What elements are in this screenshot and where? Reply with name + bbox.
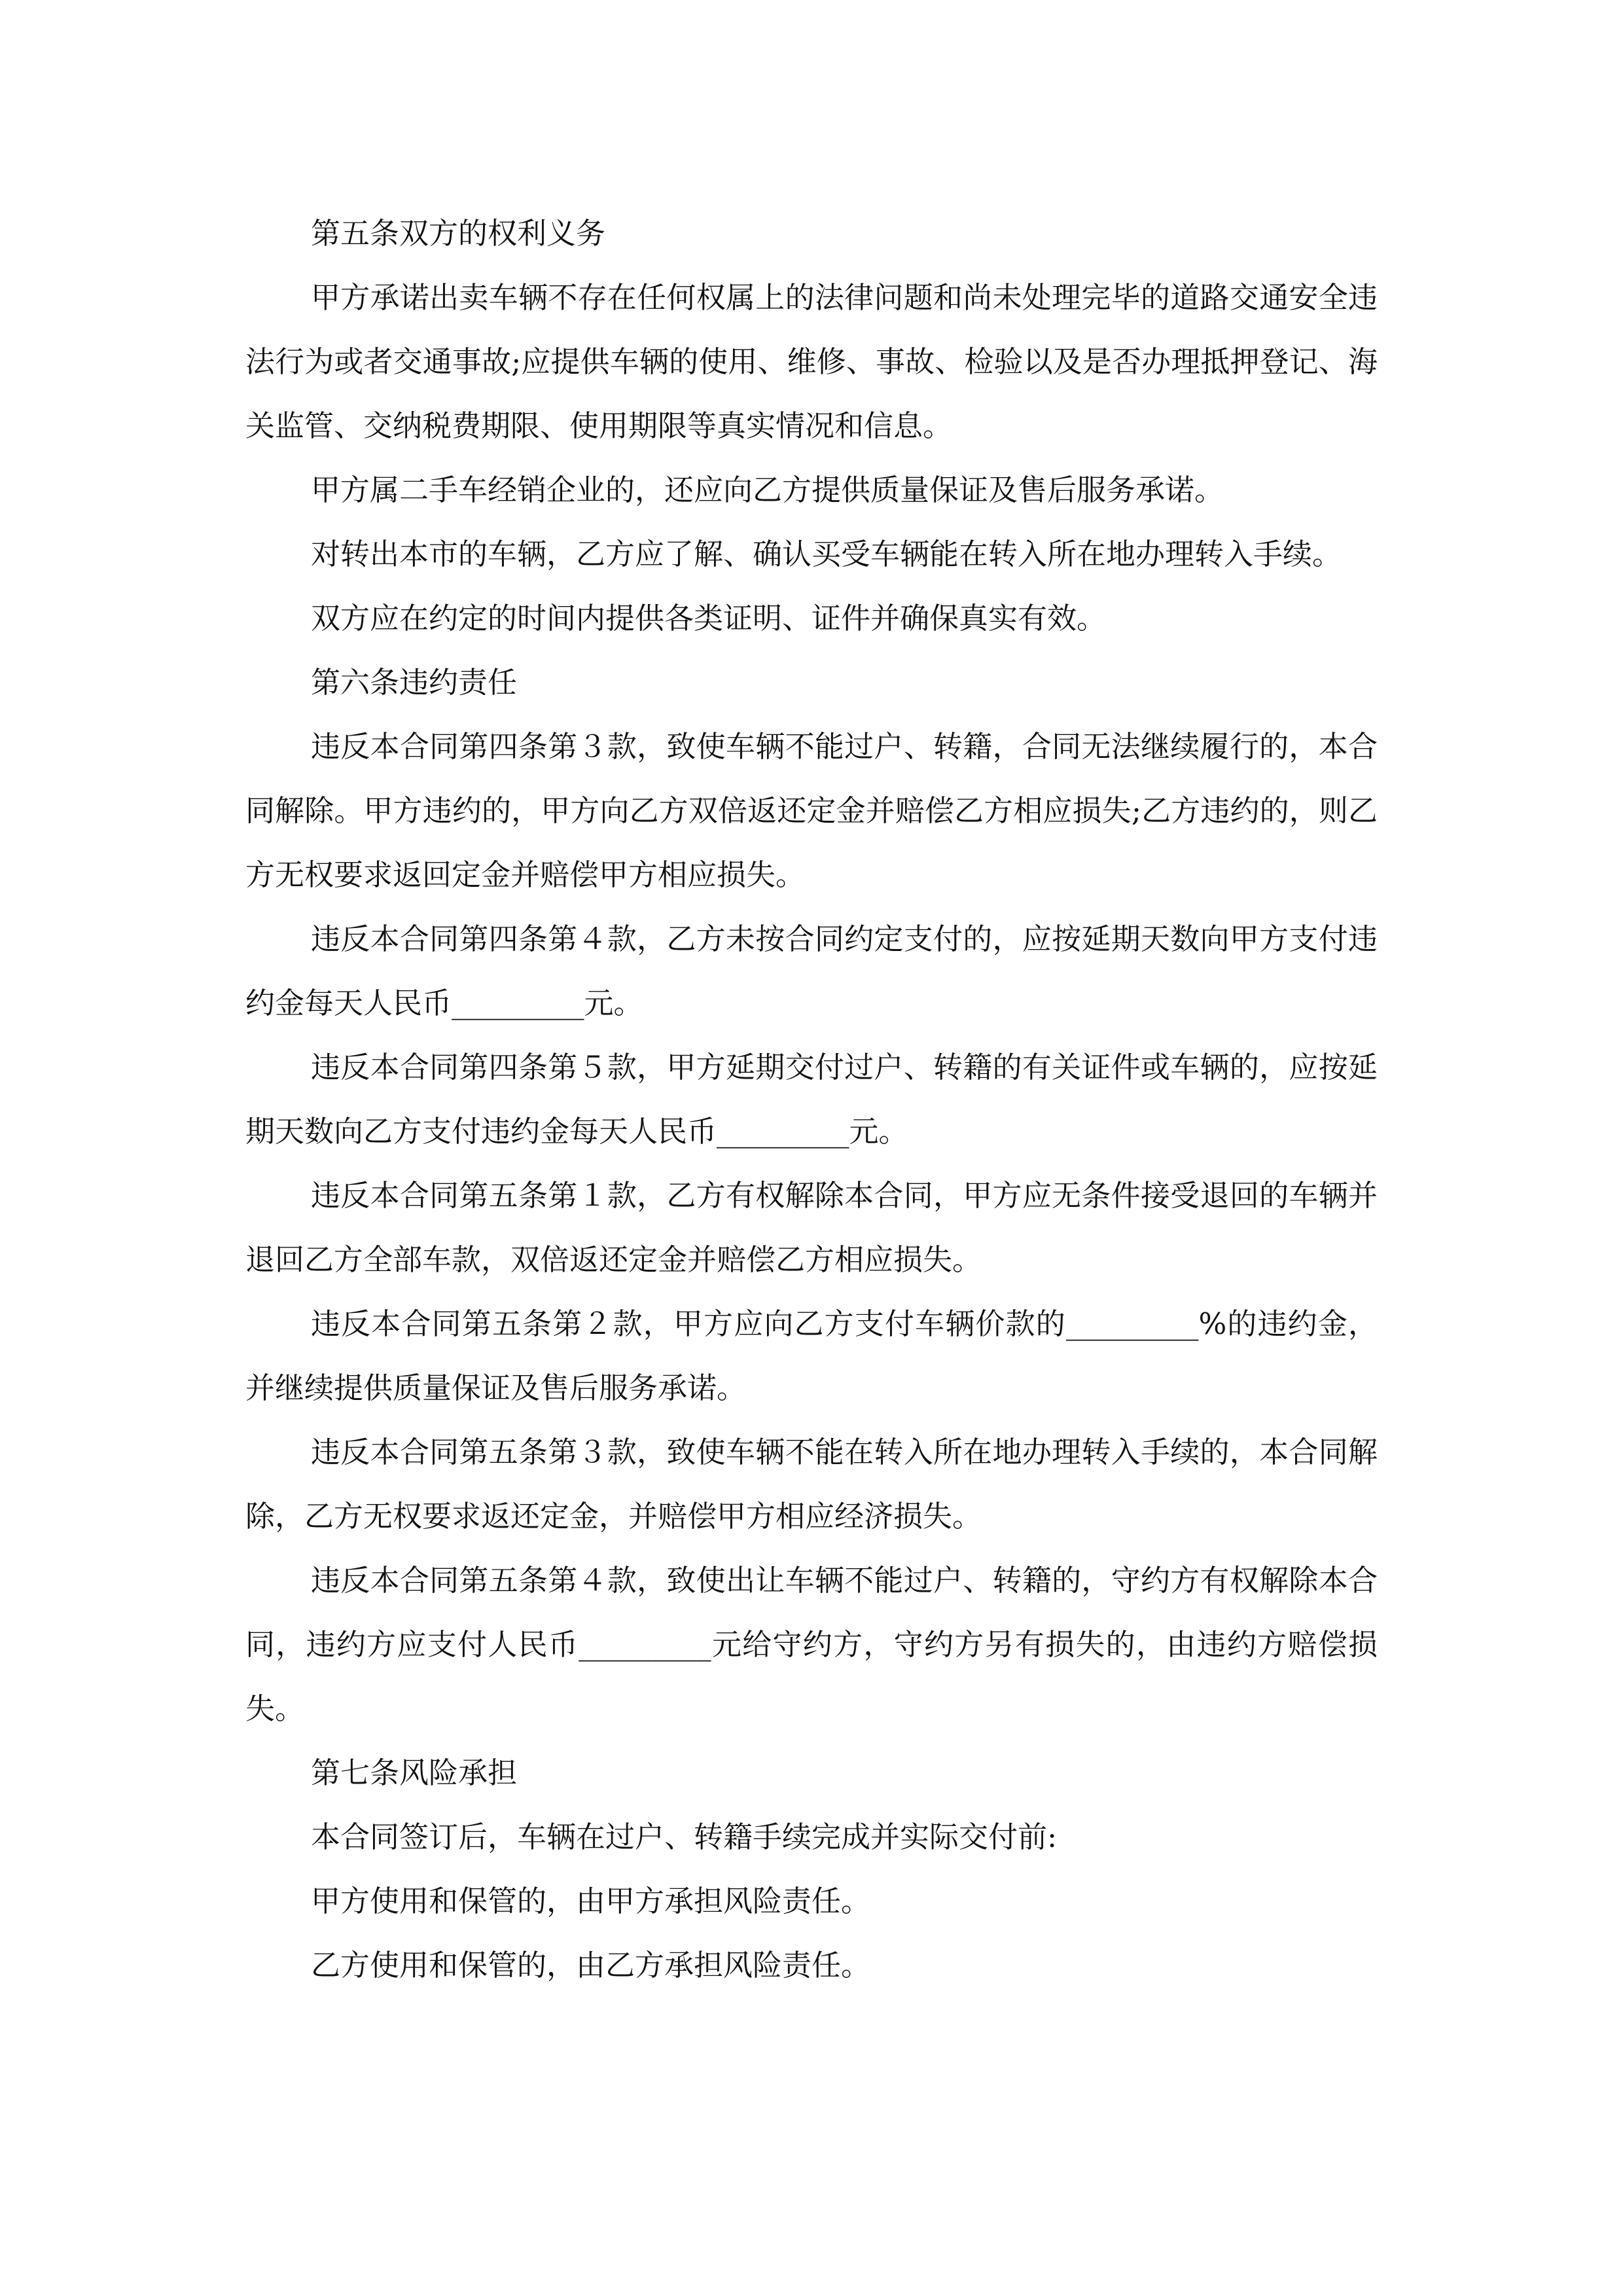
- paragraph: 违反本合同第五条第４款，致使出让车辆不能过户、转籍的，守约方有权解除本合同，违约方应支付人民币_________元给守约方，守约方另有损失的，由违约方赔偿损失。: [245, 1563, 1378, 1726]
- paragraph: 对转出本市的车辆，乙方应了解、确认买受车辆能在转入所在地办理转入手续。: [311, 537, 1342, 571]
- paragraph: 双方应在约定的时间内提供各类证明、证件并确保真实有效。: [311, 601, 1107, 636]
- paragraph: 违反本合同第四条第３款，致使车辆不能过户、转籍，合同无法继续履行的，本合同解除。甲方违约的，甲方向乙方双倍返还定金并赔偿乙方相应损失;乙方违约的，则乙方无权要求返回定金并赔偿甲方相应损失。: [245, 729, 1378, 892]
- paragraph: 甲方使用和保管的，由甲方承担风险责任。: [311, 1884, 871, 1918]
- paragraph: 违反本合同第四条第４款，乙方未按合同约定支付的，应按延期天数向甲方支付违约金每天人民币_________元。: [245, 922, 1378, 1020]
- document-body: [245, 202, 1378, 1998]
- paragraph: 甲方属二手车经销企业的，还应向乙方提供质量保证及售后服务承诺。: [311, 473, 1224, 507]
- section-heading-article-6: 第六条违约责任: [311, 665, 518, 700]
- paragraph: 违反本合同第五条第２款，甲方应向乙方支付车辆价款的_________%的违约金，并继续提供质量保证及售后服务承诺。: [245, 1306, 1378, 1405]
- paragraph: 违反本合同第四条第５款，甲方延期交付过户、转籍的有关证件或车辆的，应按延期天数向乙方支付违约金每天人民币_________元。: [245, 1050, 1378, 1149]
- paragraph: 甲方承诺出卖车辆不存在任何权属上的法律问题和尚未处理完毕的道路交通安全违法行为或者交通事故;应提供车辆的使用、维修、事故、检验以及是否办理抵押登记、海关监管、交纳税费期限、使用期限等真实情况和信息。: [245, 280, 1378, 443]
- section-heading-article-5: 第五条双方的权利义务: [311, 216, 606, 251]
- paragraph: 乙方使用和保管的，由乙方承担风险责任。: [311, 1948, 871, 1982]
- paragraph: 本合同签订后，车辆在过户、转籍手续完成并实际交付前:: [311, 1820, 1058, 1854]
- paragraph: 违反本合同第五条第３款，致使车辆不能在转入所在地办理转入手续的，本合同解除，乙方无权要求返还定金，并赔偿甲方相应经济损失。: [245, 1435, 1378, 1534]
- section-heading-article-7: 第七条风险承担: [311, 1755, 518, 1790]
- paragraph: 违反本合同第五条第１款，乙方有权解除本合同，甲方应无条件接受退回的车辆并退回乙方全部车款，双倍返还定金并赔偿乙方相应损失。: [245, 1178, 1378, 1277]
